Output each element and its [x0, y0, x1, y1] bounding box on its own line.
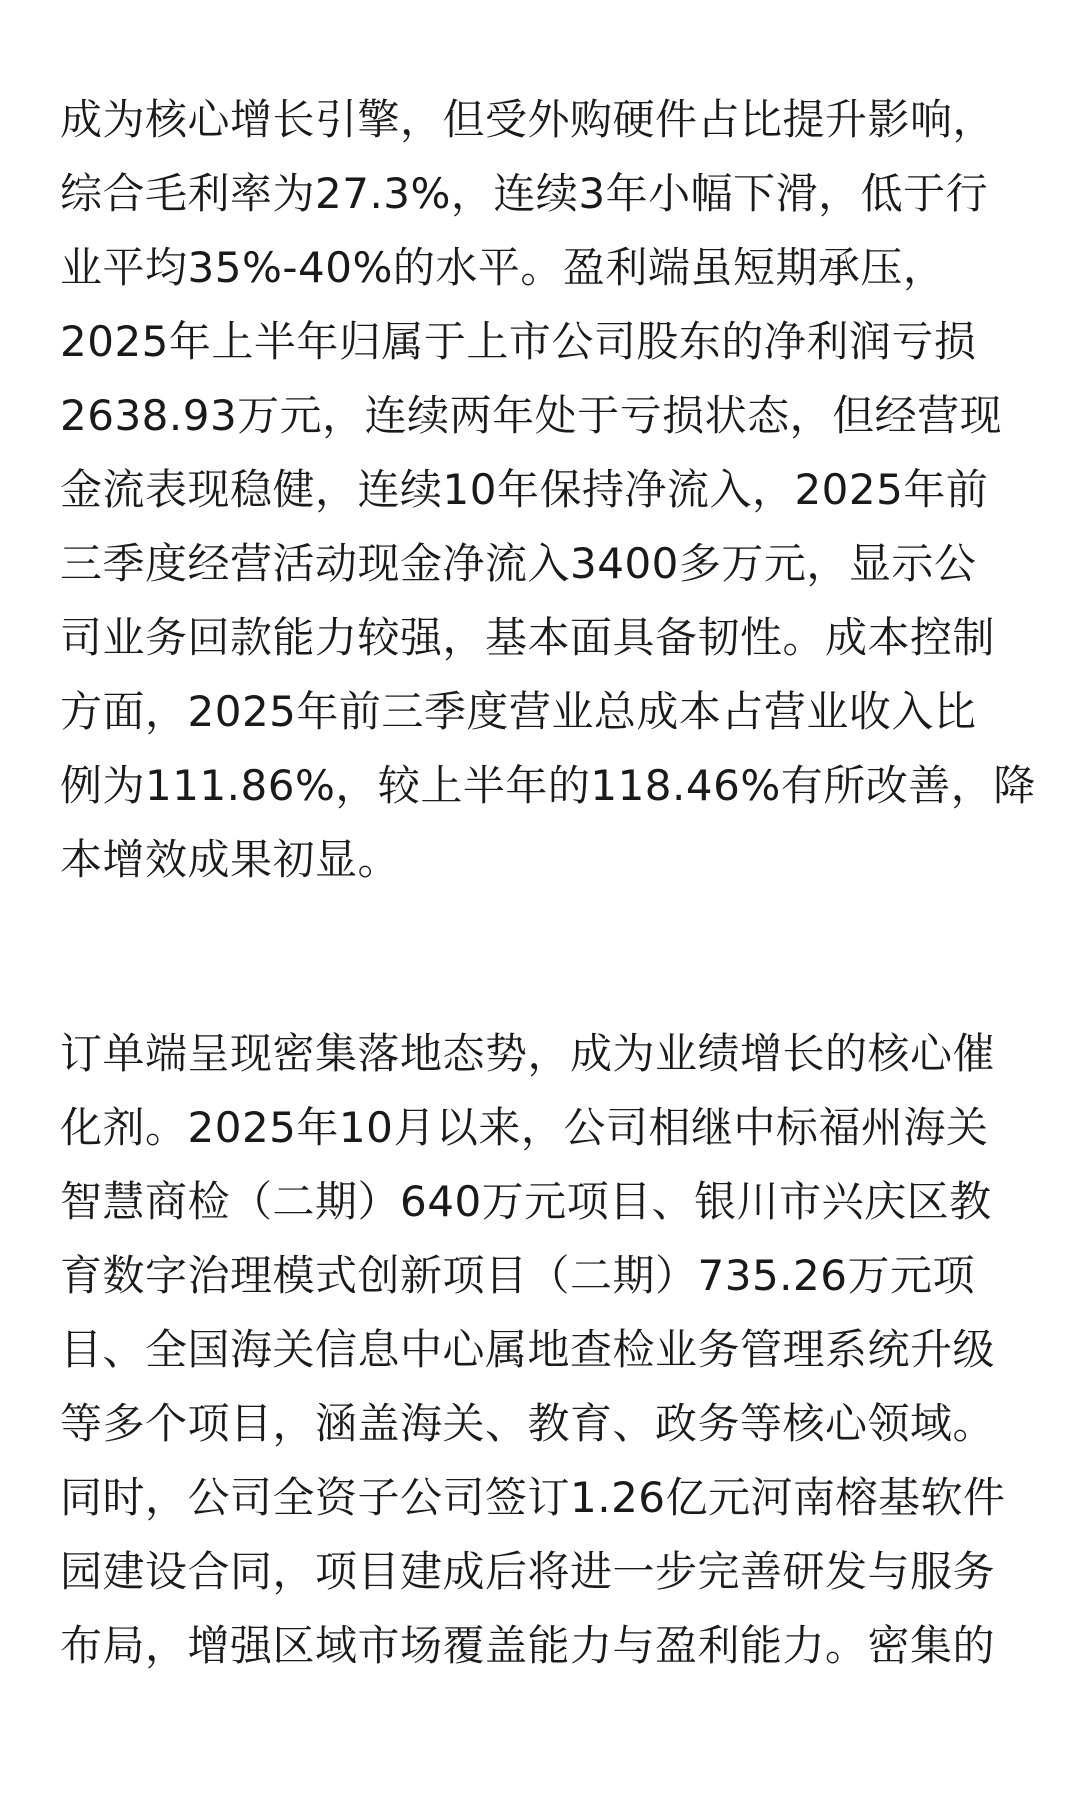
- text-line: 育数字治理模式创新项目（二期）735.26万元项: [60, 1251, 975, 1300]
- text-line: 三季度经营活动现金净流入3400多万元，显示公: [60, 539, 977, 588]
- text-line: 例为111.86%，较上半年的118.46%有所改善，降: [60, 761, 1036, 810]
- paragraph-spacer: [60, 897, 1020, 1017]
- text-line: 成为核心增长引擎，但受外购硬件占比提升影响，: [60, 95, 996, 144]
- text-line: 目、全国海关信息中心属地查检业务管理系统升级: [60, 1325, 996, 1374]
- text-line: 布局，增强区域市场覆盖能力与盈利能力。密集的: [60, 1621, 996, 1670]
- paragraph-orders: [60, 1017, 1020, 1683]
- text-line: 司业务回款能力较强，基本面具备韧性。成本控制: [60, 613, 996, 662]
- article-body: [60, 83, 1036, 1683]
- text-line: 2638.93万元，连续两年处于亏损状态，但经营现: [60, 391, 1003, 440]
- text-line: 金流表现稳健，连续10年保持净流入，2025年前: [60, 465, 989, 514]
- text-line: 订单端呈现密集落地态势，成为业绩增长的核心催: [60, 1029, 996, 1078]
- text-line: 园建设合同，项目建成后将进一步完善研发与服务: [60, 1547, 996, 1596]
- text-line: 2025年上半年归属于上市公司股东的净利润亏损: [60, 317, 977, 366]
- text-line: 等多个项目，涵盖海关、教育、政务等核心领域。: [60, 1399, 996, 1448]
- text-line: 方面，2025年前三季度营业总成本占营业收入比: [60, 687, 977, 736]
- text-line: 业平均35%-40%的水平。盈利端虽短期承压，: [60, 243, 946, 292]
- text-line: 同时，公司全资子公司签订1.26亿元河南榕基软件: [60, 1473, 1006, 1522]
- text-line: 智慧商检（二期）640万元项目、银川市兴庆区教: [60, 1177, 992, 1226]
- text-line: 本增效成果初显。: [60, 835, 401, 884]
- text-line: 化剂。2025年10月以来，公司相继中标福州海关: [60, 1103, 989, 1152]
- paragraph-profitability: [60, 83, 1036, 897]
- text-line: 综合毛利率为27.3%，连续3年小幅下滑，低于行: [60, 169, 989, 218]
